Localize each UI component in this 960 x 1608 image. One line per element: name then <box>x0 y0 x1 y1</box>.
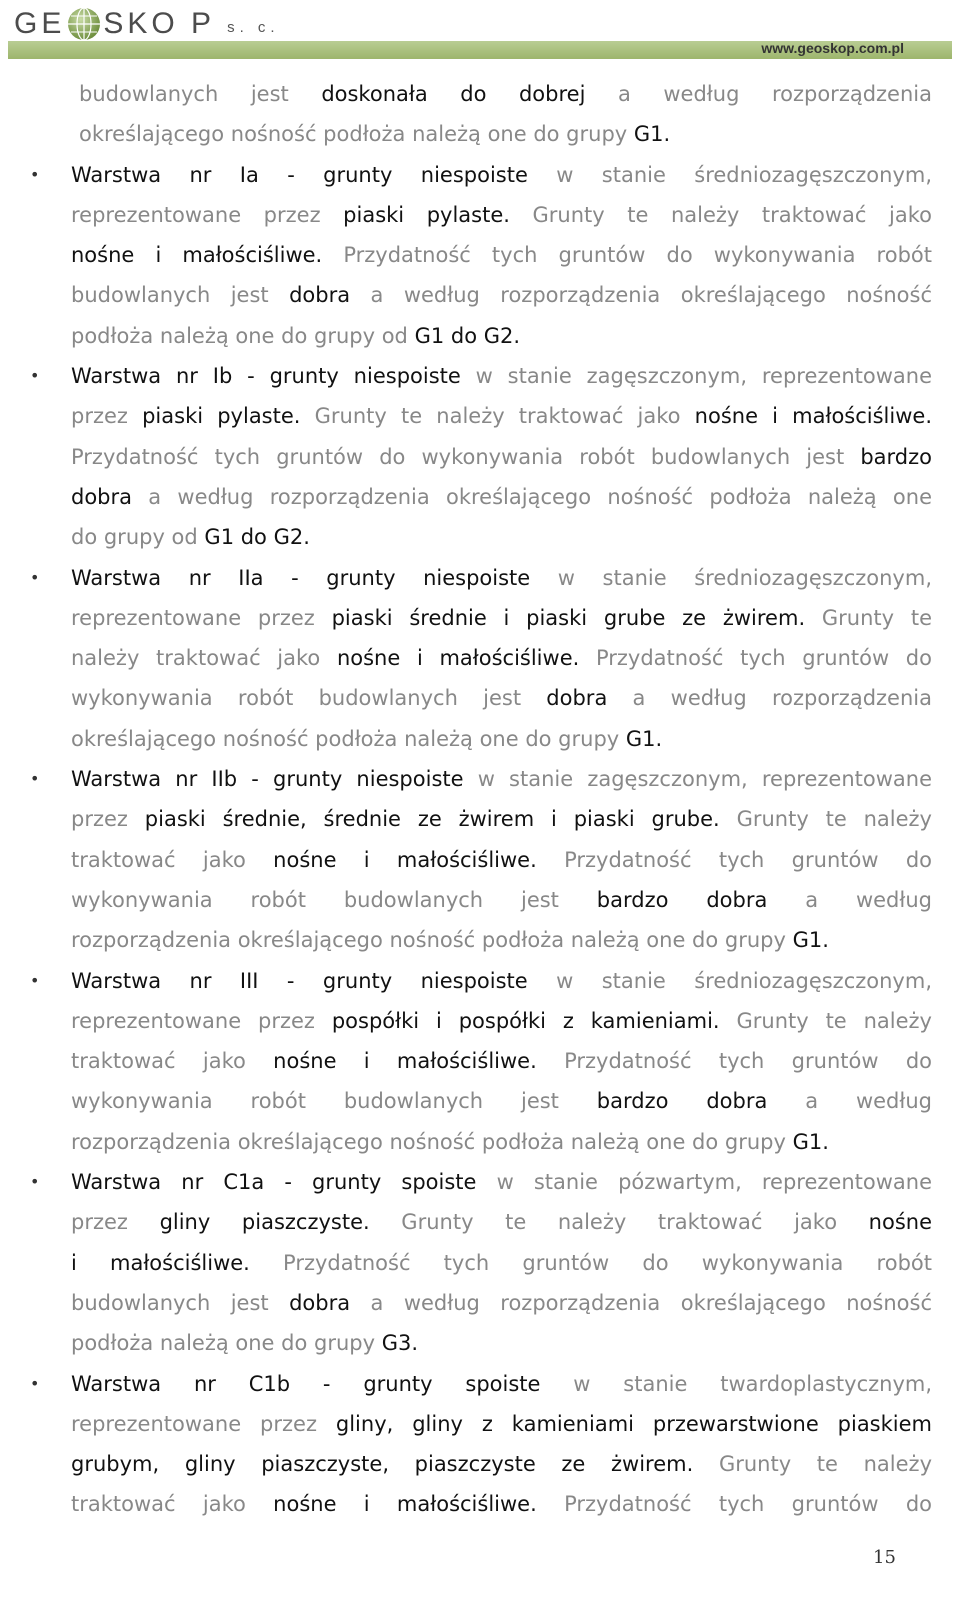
body-text: a według rozporządzenia określającego nośność podłoża należą one <box>132 484 932 509</box>
body-text: Przydatność tych gruntów do wykonywania robót <box>249 1250 932 1275</box>
text-line <box>0 598 932 638</box>
logo-suffix: s. c. <box>227 19 280 36</box>
body-text: rozporządzenia określającego nośność podłoża należą one do grupy <box>71 928 793 953</box>
emphasis-text: nośne i małościśliwe. <box>273 847 537 872</box>
text-line <box>0 1202 932 1242</box>
body-text: Przydatność tych gruntów do wykonywania robót budowlanych jest <box>71 444 861 469</box>
body-text: a według rozporządzenia <box>607 686 932 711</box>
text-line <box>0 1484 932 1524</box>
emphasis-text: gliny, gliny z kamieniami przewarstwione piaskiem <box>335 1411 932 1436</box>
list-bullet: • <box>30 1373 40 1393</box>
body-text: traktować jako <box>71 1492 274 1517</box>
text-line <box>0 638 932 678</box>
emphasis-text: piaski średnie i piaski grube ze żwirem. <box>331 605 806 630</box>
text-line <box>0 759 932 799</box>
body-text: reprezentowane przez <box>71 202 344 227</box>
body-text: reprezentowane przez <box>71 1008 332 1033</box>
emphasis-text: bardzo dobra <box>596 1089 768 1114</box>
emphasis-text: Warstwa nr IIa - grunty niespoiste <box>71 565 531 590</box>
text-line <box>0 356 932 396</box>
body-text: w stanie średniozagęszczonym, <box>530 565 932 590</box>
list-bullet: • <box>30 769 40 789</box>
text-line <box>0 74 932 114</box>
body-text: wykonywania robót budowlanych jest <box>71 887 597 912</box>
emphasis-text: G1 do G2. <box>414 323 521 348</box>
emphasis-text: nośne i małościśliwe. <box>273 1049 537 1074</box>
body-text: w stanie średniozagęszczonym, <box>527 162 932 187</box>
emphasis-text: dobra <box>289 283 351 308</box>
text-line <box>0 1243 932 1283</box>
list-bullet: • <box>30 567 40 587</box>
body-text: Grunty te <box>805 605 932 630</box>
emphasis-text: nośne i małościśliwe. <box>71 243 323 268</box>
emphasis-text: nośne i małościśliwe. <box>336 646 580 671</box>
body-text: reprezentowane przez <box>71 1411 336 1436</box>
list-bullet: • <box>30 366 40 386</box>
emphasis-text: grubym, gliny piaszczyste, piaszczyste ze żwirem. <box>71 1452 694 1477</box>
text-line <box>0 1364 932 1404</box>
body-text: należy traktować jako <box>71 646 337 671</box>
emphasis-text: G1. <box>633 122 671 147</box>
body-text: Przydatność tych gruntów do wykonywania robót <box>322 243 932 268</box>
globe-icon <box>67 7 101 41</box>
text-line <box>0 114 932 154</box>
text-line <box>0 517 932 557</box>
body-text: a według <box>767 1089 932 1114</box>
logo-text-right: SKO P <box>103 7 216 40</box>
body-text: przez <box>71 404 143 429</box>
body-text: a według rozporządzenia określającego nośność <box>350 283 932 308</box>
body-text: określającego nośność podłoża należą one do grupy <box>79 122 634 147</box>
body-text: traktować jako <box>71 1049 274 1074</box>
body-text: wykonywania robót budowlanych jest <box>71 1089 597 1114</box>
emphasis-text: dobra <box>71 484 133 509</box>
body-text: budowlanych jest <box>79 82 322 106</box>
emphasis-text: nośne i małościśliwe. <box>694 404 932 429</box>
body-text: do grupy od <box>71 525 205 550</box>
body-text: Przydatność tych gruntów do <box>579 646 932 671</box>
text-line <box>0 235 932 275</box>
body-text: przez <box>71 1210 160 1235</box>
text-line <box>0 316 932 356</box>
emphasis-text: piaski średnie, średnie ze żwirem i piaski grube. <box>144 807 720 832</box>
text-line <box>0 1323 932 1363</box>
text-line <box>0 275 932 315</box>
emphasis-text: nośne <box>868 1210 932 1235</box>
emphasis-text: G3. <box>381 1331 419 1356</box>
emphasis-text: G1. <box>792 1129 829 1154</box>
body-text: a według rozporządzenia określającego nośność <box>350 1290 932 1315</box>
text-line <box>0 1283 932 1323</box>
body-text: określającego nośność podłoża należą one do grupy <box>71 726 626 751</box>
body-text: reprezentowane przez <box>71 605 332 630</box>
body-text: Grunty te należy <box>719 807 932 832</box>
list-bullet: • <box>30 1172 40 1192</box>
text-line <box>0 920 932 960</box>
body-text: przez <box>71 807 145 832</box>
emphasis-text: Warstwa nr Ib - grunty niespoiste <box>71 364 461 389</box>
text-line <box>0 396 932 436</box>
text-line <box>0 155 932 195</box>
body-text: w stanie twardoplastycznym, <box>540 1371 932 1396</box>
page-header <box>0 0 960 62</box>
body-text: Przydatność tych gruntów do <box>536 1492 932 1517</box>
text-line <box>0 195 932 235</box>
text-line <box>0 1122 932 1162</box>
text-line <box>0 1444 932 1484</box>
emphasis-text: Warstwa nr Ia - grunty niespoiste <box>71 162 528 187</box>
logo-text-left: GE <box>14 7 66 40</box>
emphasis-text: dobra <box>546 686 608 711</box>
emphasis-text: Warstwa nr IIb - grunty niespoiste <box>71 767 464 792</box>
text-line <box>0 1404 932 1444</box>
emphasis-text: piaski pylaste. <box>343 202 510 227</box>
header-url: www.geoskop.com.pl <box>761 40 904 56</box>
body-text: rozporządzenia określającego nośność podłoża należą one do grupy <box>71 1129 793 1154</box>
body-text: Grunty te należy traktować jako <box>509 202 932 227</box>
text-line <box>0 437 932 477</box>
text-line <box>0 799 932 839</box>
body-text: podłoża należą one do grupy od <box>71 323 415 348</box>
text-line <box>0 1041 932 1081</box>
emphasis-text: Warstwa nr C1a - grunty spoiste <box>71 1170 477 1195</box>
body-text: Grunty te należy traktować jako <box>300 404 695 429</box>
emphasis-text: doskonała do dobrej <box>321 82 586 106</box>
body-text: budowlanych jest <box>71 1290 290 1315</box>
emphasis-text: Warstwa nr C1b - grunty spoiste <box>71 1371 541 1396</box>
emphasis-text: gliny piaszczyste. <box>159 1210 370 1235</box>
emphasis-text: G1 do G2. <box>204 525 310 550</box>
emphasis-text: dobra <box>289 1290 351 1315</box>
emphasis-text: bardzo <box>860 444 932 469</box>
text-line <box>0 880 932 920</box>
body-text: w stanie zagęszczonym, reprezentowane <box>463 767 932 792</box>
body-text: podłoża należą one do grupy <box>71 1331 382 1356</box>
list-bullet: • <box>30 164 40 184</box>
emphasis-text: i małościśliwe. <box>71 1250 250 1275</box>
body-text: budowlanych jest <box>71 283 290 308</box>
emphasis-text: G1. <box>625 726 663 751</box>
text-line <box>0 840 932 880</box>
document-body <box>0 74 960 1525</box>
body-text: traktować jako <box>71 847 274 872</box>
body-text: Przydatność tych gruntów do <box>536 847 932 872</box>
emphasis-text: piaski pylaste. <box>142 404 301 429</box>
text-line <box>0 719 932 759</box>
text-line <box>0 477 932 517</box>
body-text: w stanie średniozagęszczonym, <box>527 968 932 993</box>
emphasis-text: nośne i małościśliwe. <box>273 1492 537 1517</box>
geoskop-logo <box>14 4 280 44</box>
body-text: Grunty te należy <box>719 1008 932 1033</box>
text-line <box>0 1081 932 1121</box>
body-text: wykonywania robót budowlanych jest <box>71 686 547 711</box>
text-line <box>0 558 932 598</box>
body-text: Grunty te należy <box>693 1452 932 1477</box>
text-line <box>0 1001 932 1041</box>
emphasis-text: G1. <box>792 928 829 953</box>
body-text: w stanie pózwartym, reprezentowane <box>476 1170 932 1195</box>
text-line <box>0 1162 932 1202</box>
page-number: 15 <box>873 1547 896 1568</box>
list-bullet: • <box>30 970 40 990</box>
text-line <box>0 961 932 1001</box>
text-line <box>0 678 932 718</box>
body-text: a według rozporządzenia <box>585 82 932 106</box>
body-text: w stanie zagęszczonym, reprezentowane <box>460 364 932 389</box>
body-text: a według <box>767 887 932 912</box>
body-text: Grunty te należy traktować jako <box>369 1210 869 1235</box>
body-text: Przydatność tych gruntów do <box>536 1049 932 1074</box>
emphasis-text: Warstwa nr III - grunty niespoiste <box>71 968 528 993</box>
emphasis-text: pospółki i pospółki z kamieniami. <box>331 1008 720 1033</box>
emphasis-text: bardzo dobra <box>596 887 768 912</box>
